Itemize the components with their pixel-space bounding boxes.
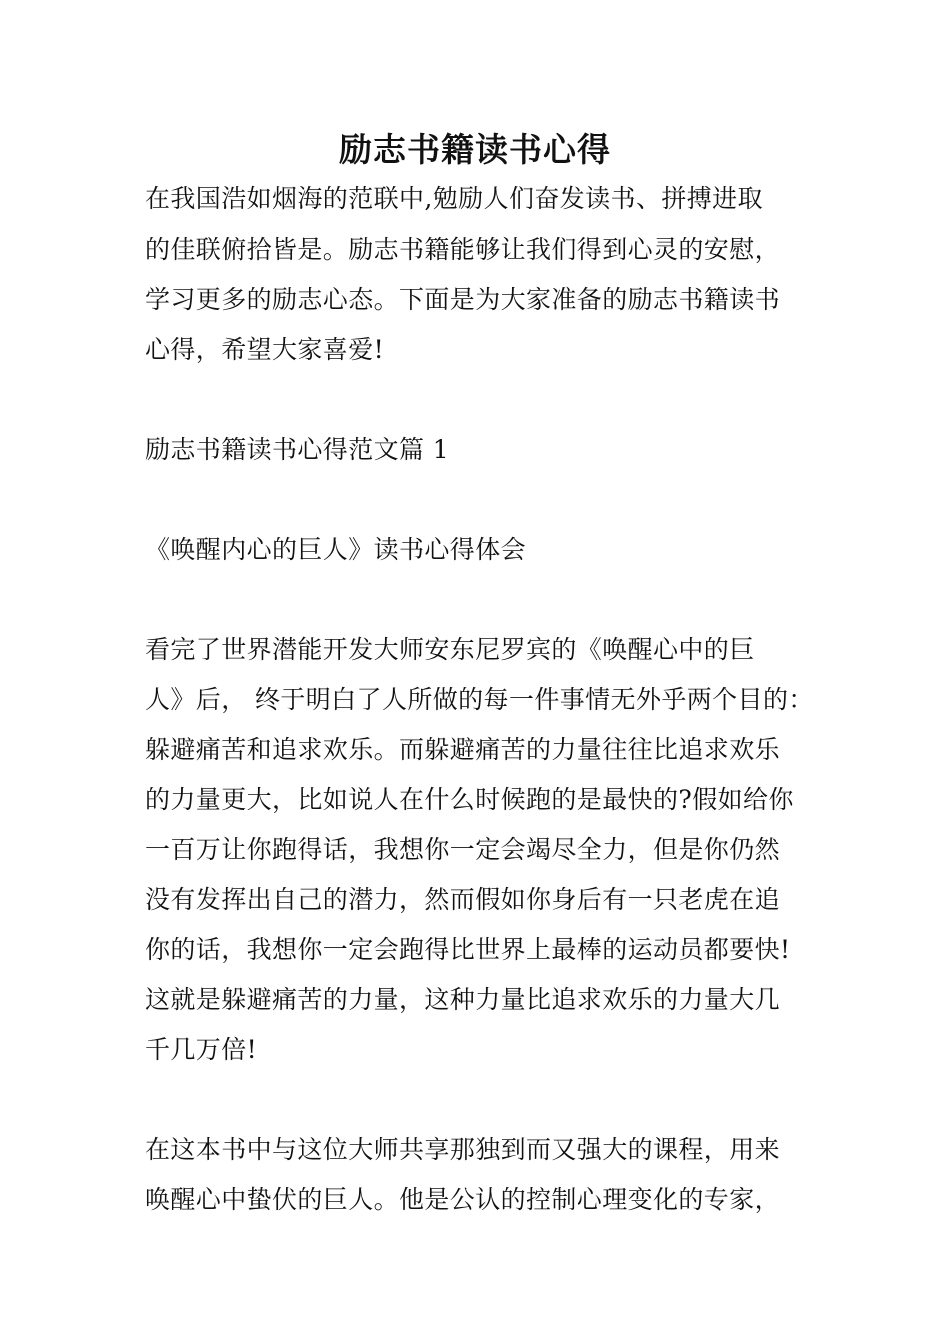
section-heading: 励志书籍读书心得范文篇 1 (145, 435, 450, 464)
body-line-7: 你的话，我想你一定会跑得比世界上最棒的运动员都要快! (145, 935, 791, 964)
body-line-9: 千几万倍! (145, 1035, 258, 1064)
body-line-4: 的力量更大，比如说人在什么时候跑的是最快的?假如给你 (145, 785, 794, 814)
intro-line-3: 学习更多的励志心态。下面是为大家准备的励志书籍读书 (145, 285, 781, 314)
body-line-8: 这就是躲避痛苦的力量，这种力量比追求欢乐的力量大几 (145, 985, 781, 1014)
intro-line-1: 在我国浩如烟海的范联中,勉励人们奋发读书、拼搏进取 (145, 184, 763, 213)
body-line-2: 人》后， 终于明白了人所做的每一件事情无外乎两个目的： (145, 685, 814, 714)
essay-title: 《唤醒内心的巨人》读书心得体会 (145, 535, 527, 564)
body-line-3: 躲避痛苦和追求欢乐。而躲避痛苦的力量往往比追求欢乐 (145, 735, 781, 764)
body-line-11: 唤醒心中蛰伏的巨人。他是公认的控制心理变化的专家， (145, 1185, 781, 1214)
intro-line-4: 心得，希望大家喜爱! (145, 335, 385, 364)
intro-line-2: 的佳联俯拾皆是。励志书籍能够让我们得到心灵的安慰， (145, 235, 781, 264)
body-line-1: 看完了世界潜能开发大师安东尼罗宾的《唤醒心中的巨 (145, 635, 755, 664)
body-line-10: 在这本书中与这位大师共享那独到而又强大的课程，用来 (145, 1135, 781, 1164)
body-line-5: 一百万让你跑得话，我想你一定会竭尽全力，但是你仍然 (145, 835, 781, 864)
body-line-6: 没有发挥出自己的潜力，然而假如你身后有一只老虎在追 (145, 885, 781, 914)
document-title: 励志书籍读书心得 (339, 130, 611, 169)
